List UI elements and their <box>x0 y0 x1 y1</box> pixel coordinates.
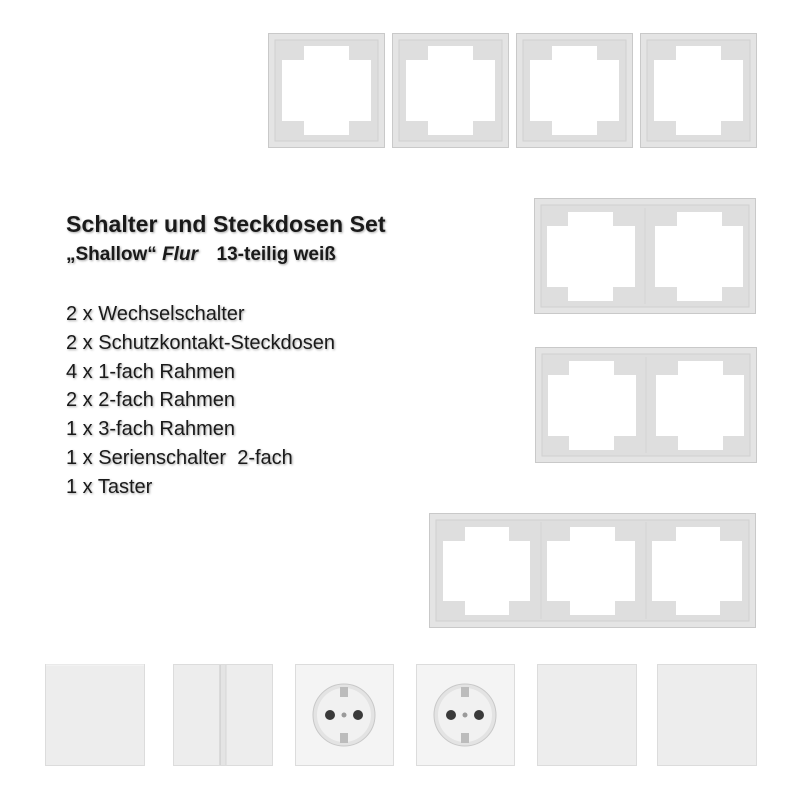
push-button-insert <box>657 664 757 766</box>
double-frame-icon <box>534 198 756 314</box>
list-item: 1 x Taster <box>66 475 153 498</box>
contents-list <box>66 300 335 502</box>
socket-insert-2 <box>416 664 515 766</box>
list-item: 2 x Wechselschalter <box>66 303 245 325</box>
list-item: 4 x 1-fach Rahmen <box>66 360 235 383</box>
switch-insert-1 <box>45 664 145 766</box>
triple-frame-icon <box>429 513 756 628</box>
subtitle-suffix: 13-teilig weiß <box>216 244 336 265</box>
product-title: Schalter und Steckdosen Set <box>66 211 386 237</box>
rocker-switch-icon <box>537 664 637 766</box>
single-frame-icon <box>392 33 509 148</box>
single-frame-2 <box>392 33 509 148</box>
single-frame-icon <box>268 33 385 148</box>
triple-frame <box>429 513 756 628</box>
product-subtitle <box>66 244 336 266</box>
double-frame-2 <box>535 347 757 463</box>
schuko-socket-icon <box>416 664 515 766</box>
series-switch-icon <box>173 664 273 766</box>
switch-insert-2 <box>537 664 637 766</box>
socket-insert-1 <box>295 664 394 766</box>
list-item: 1 x 3-fach Rahmen <box>66 418 235 441</box>
single-frame-1 <box>268 33 385 148</box>
list-item: 2 x 2-fach Rahmen <box>66 389 235 412</box>
series-switch-insert <box>173 664 273 766</box>
rocker-switch-icon <box>45 664 145 766</box>
subtitle-prefix: „Shallow“ <box>66 244 157 265</box>
single-frame-4 <box>640 33 757 148</box>
double-frame-1 <box>534 198 756 314</box>
single-frame-icon <box>640 33 757 148</box>
list-item: 1 x Serienschalter 2-fach <box>66 446 293 469</box>
subtitle-series: Flur <box>162 244 198 265</box>
list-item: 2 x Schutzkontakt-Steckdosen <box>66 331 336 354</box>
schuko-socket-icon <box>295 664 394 766</box>
single-frame-icon <box>516 33 633 148</box>
single-frame-3 <box>516 33 633 148</box>
rocker-switch-icon <box>657 664 757 766</box>
double-frame-icon <box>535 347 757 463</box>
